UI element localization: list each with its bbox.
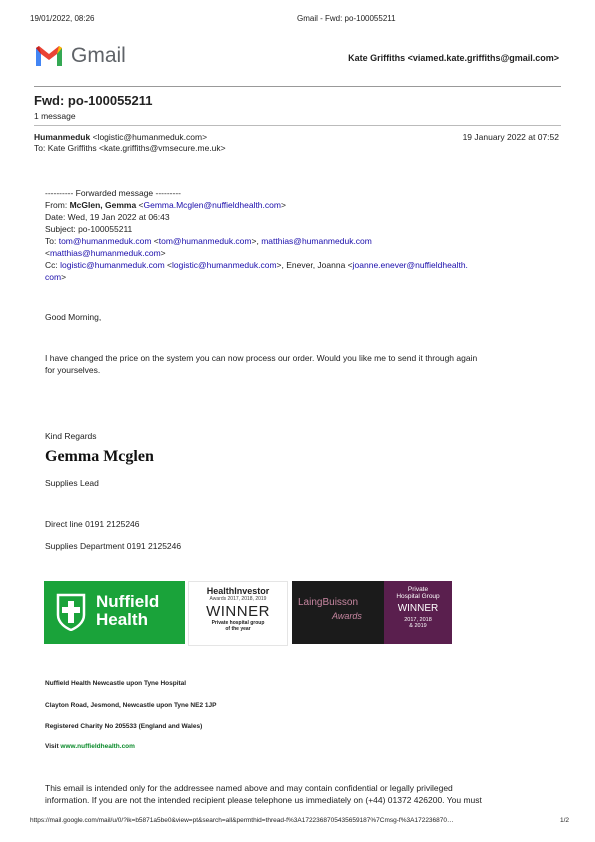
department-line: Supplies Department 0191 2125246 — [45, 541, 182, 551]
forwarded-from: From: McGlen, Gemma <Gemma.Mcglen@nuffieldhealth.com> — [45, 200, 286, 210]
header-divider — [34, 86, 561, 87]
cc-email-link[interactable]: com — [45, 272, 62, 282]
cc-email-link[interactable]: logistic@humanmeduk.com — [60, 260, 165, 270]
lb-awards: Awards — [332, 611, 362, 621]
print-datetime: 19/01/2022, 08:26 — [30, 14, 95, 23]
hi-sub1: Private hospital group — [211, 620, 265, 626]
lb-title: LaingBuisson — [298, 597, 359, 608]
gmail-logo-text: Gmail — [71, 44, 126, 67]
signature-title: Supplies Lead — [45, 478, 99, 488]
greeting: Good Morning, — [45, 312, 102, 322]
hospital-address: Clayton Road, Jesmond, Newcastle upon Tyne NE2 1JP — [45, 702, 217, 709]
signature-name: Gemma Mcglen — [45, 448, 154, 465]
forwarded-cc: Cc: logistic@humanmeduk.com <logistic@humanmeduk.com>, Enever, Joanna <joanne.enever@nuffieldhealth. — [45, 260, 468, 270]
hi-awards: Awards 2017, 2018, 2019 — [209, 596, 267, 602]
healthinvestor-award-banner — [188, 581, 288, 646]
to-email-link[interactable]: tom@humanmeduk.com — [158, 236, 252, 246]
cc-email-link[interactable]: joanne.enever@nuffieldhealth. — [352, 260, 468, 270]
hospital-name: Nuffield Health Newcastle upon Tyne Hospital — [45, 680, 187, 687]
hi-winner: WINNER — [206, 603, 270, 620]
forwarded-date: Date: Wed, 19 Jan 2022 at 06:43 — [45, 212, 170, 222]
to-email-link[interactable]: tom@humanmeduk.com — [58, 236, 152, 246]
laingbuisson-award-banner — [292, 581, 452, 644]
cc-email-link[interactable]: logistic@humanmeduk.com — [172, 260, 277, 270]
gmail-logo-icon[interactable] — [34, 44, 64, 68]
from-email-link[interactable]: Gemma.Mcglen@nuffieldhealth.com — [143, 200, 281, 210]
nuffield-health-banner[interactable] — [44, 581, 185, 644]
website-link[interactable]: www.nuffieldhealth.com — [60, 743, 135, 750]
forwarded-divider: ---------- Forwarded message --------- — [45, 188, 181, 198]
forwarded-to-cont: <matthias@humanmeduk.com> — [45, 248, 166, 258]
visit-line: Visit www.nuffieldhealth.com — [45, 743, 135, 750]
forwarded-subject: Subject: po-100055211 — [45, 224, 133, 234]
print-page-title: Gmail - Fwd: po-100055211 — [297, 14, 396, 23]
print-url: https://mail.google.com/mail/u/0/?ik=b5871a5be0&view=pt&search=all&permthid=thread-f%3A1722368705435659187%7Cmsg-f%3A172236870… — [30, 817, 454, 824]
to-email-link[interactable]: matthias@humanmeduk.com — [261, 236, 372, 246]
kind-regards: Kind Regards — [45, 431, 97, 441]
forwarded-to: To: tom@humanmeduk.com <tom@humanmeduk.com>, matthias@humanmeduk.com — [45, 236, 372, 246]
message-count: 1 message — [34, 111, 76, 121]
hi-title: HealthInvestor — [206, 586, 270, 596]
lb-winner-panel: Private Hospital Group WINNER 2017, 2018 & 2019 — [384, 581, 452, 644]
thread-subject: Fwd: po-100055211 — [34, 93, 153, 108]
disclaimer: This email is intended only for the addressee named above and may contain confidential or legally privileged information. If you are not the intended recipient please telephone us immediately on (+44) 01372 426200. You must — [45, 783, 482, 805]
subject-divider — [34, 125, 561, 126]
shield-cross-icon — [56, 593, 86, 631]
print-page-number: 1/2 — [559, 817, 569, 824]
forwarded-block — [45, 187, 565, 283]
nuffield-logo-text: Nuffield Health — [96, 592, 160, 629]
body-paragraph: I have changed the price on the system you can now process our order. Would you like me to send it through again for yourselves. — [45, 353, 478, 375]
message-date: 19 January 2022 at 07:52 — [462, 132, 559, 142]
hi-sub2: of the year — [225, 626, 251, 632]
forwarded-cc-cont: com> — [45, 272, 67, 282]
sender-name: Humanmeduk — [34, 132, 91, 142]
message-to: To: Kate Griffiths <kate.griffiths@vmsecure.me.uk> — [34, 143, 226, 153]
account-label: Kate Griffiths <viamed.kate.griffiths@gmail.com> — [348, 53, 559, 63]
sender-email: <logistic@humanmeduk.com> — [92, 132, 208, 142]
charity-number: Registered Charity No 205533 (England and Wales) — [45, 723, 203, 730]
to-email-link[interactable]: matthias@humanmeduk.com — [49, 248, 161, 258]
direct-line: Direct line 0191 2125246 — [45, 519, 140, 529]
